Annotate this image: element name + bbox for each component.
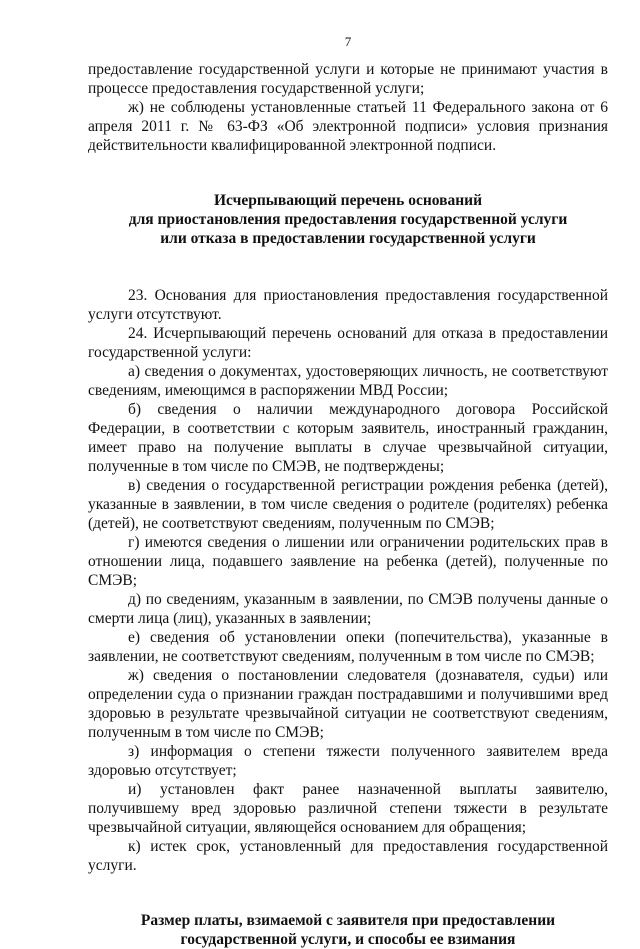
paragraph-continuation: предоставление государственной услуги и которые не принимают участия в процессе предоставления государственной услуги; [88, 61, 608, 97]
list-item-v: в) сведения о государственной регистрации рождения ребенка (детей), указанные в заявлении, в том числе сведения о родителе (родителях) ребенка (детей), не соответствуют сведениям, полученным по СМЭВ; [88, 477, 608, 532]
heading-line: Размер платы, взимаемой с заявителя при предоставлении [140, 912, 556, 929]
paragraph-24: 24. Исчерпывающий перечень оснований для отказа в предоставлении государственной услуги: [88, 325, 608, 361]
heading-line: Исчерпывающий перечень оснований [213, 192, 483, 209]
heading-line: или отказа в предоставлении государственной услуги [160, 230, 536, 247]
list-item-i: и) установлен факт ранее назначенной выплаты заявителю, получившему вред здоровью различной степени тяжести в результате чрезвычайной ситуации, являющейся основанием для обращения; [88, 781, 608, 836]
list-item-e: е) сведения об установлении опеки (попечительства), указанные в заявлении, не соответствуют сведениям, полученным в том числе по СМЭВ; [88, 629, 608, 665]
list-item-a: а) сведения о документах, удостоверяющих личность, не соответствуют сведениям, имеющимся в распоряжении МВД России; [88, 363, 608, 399]
heading-line: для приостановления предоставления государственной услуги [128, 211, 568, 228]
paragraph-item-zh-previous: ж) не соблюдены установленные статьей 11 Федерального закона от 6 апреля 2011 г. № 63-ФЗ «Об электронной подписи» условия признания действительности квалифицированной электронной подписи. [88, 99, 608, 154]
heading-line: государственной услуги, и способы ее взимания [180, 931, 516, 948]
list-item-k: к) истек срок, установленный для предоставления государственной услуги. [88, 838, 608, 874]
page-number: 7 [344, 34, 352, 49]
list-item-z: з) информация о степени тяжести полученного заявителем вреда здоровью отсутствует; [88, 743, 608, 779]
list-item-zh: ж) сведения о постановлении следователя (дознавателя, судьи) или определении суда о признании граждан пострадавшими и получившими вред здоровью в результате чрезвычайной ситуации не соответствуют сведениям, полученным в том числе по СМЭВ; [88, 667, 608, 741]
list-item-b: б) сведения о наличии международного договора Российской Федерации, в соответствии с которым заявитель, иностранный гражданин, имеет право на получение выплаты в случае чрезвычайной ситуации, полученные в том числе по СМЭВ, не подтверждены; [88, 401, 608, 475]
section-heading-fee [88, 911, 608, 949]
section-heading-grounds [88, 191, 608, 248]
paragraph-23: 23. Основания для приостановления предоставления государственной услуги отсутствуют. [88, 287, 608, 323]
list-item-g: г) имеются сведения о лишении или ограничении родительских прав в отношении лица, подавшего заявление на ребенка (детей), полученные по СМЭВ; [88, 534, 608, 589]
list-item-d: д) по сведениям, указанным в заявлении, по СМЭВ получены данные о смерти лица (лиц), указанных в заявлении; [88, 591, 608, 627]
